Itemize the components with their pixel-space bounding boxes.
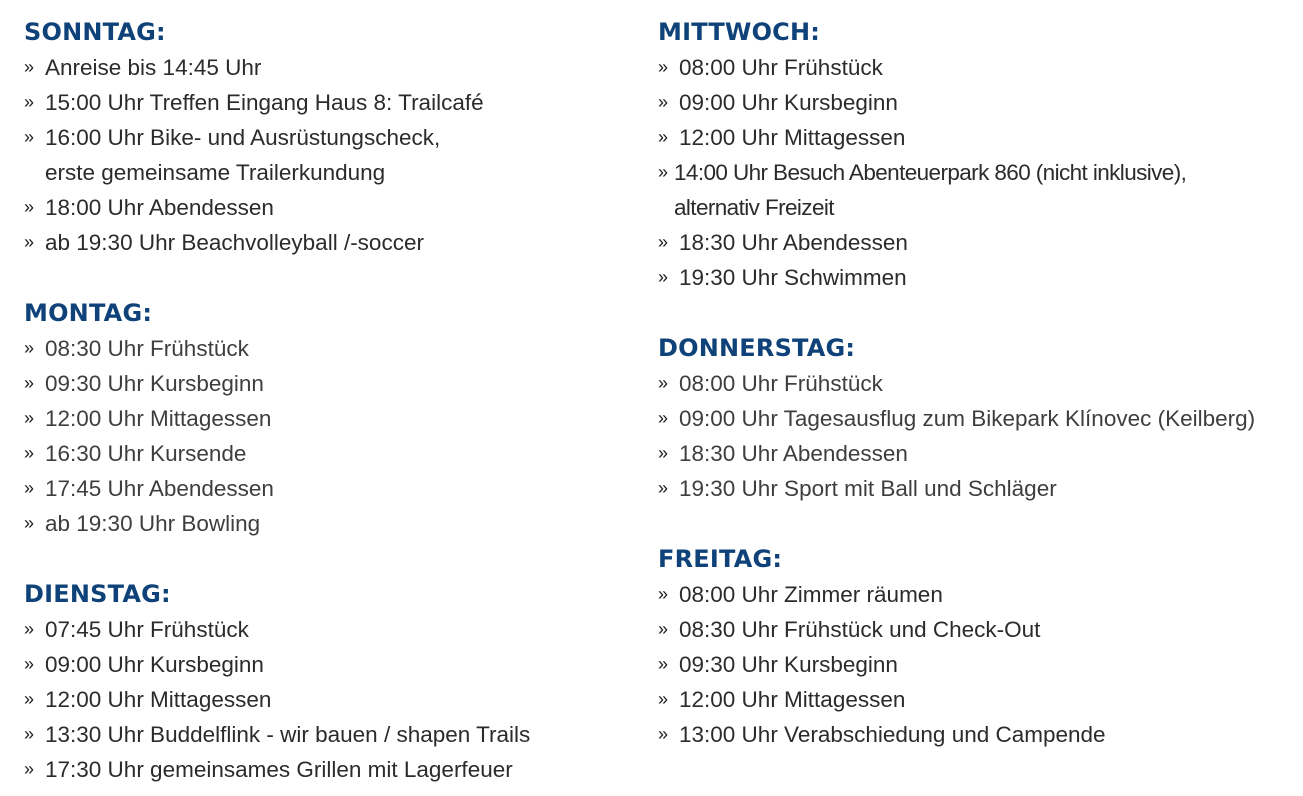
bullet-icon: » [658, 724, 669, 744]
list-item [658, 436, 1298, 471]
item-text: 18:00 Uhr Abendessen [45, 195, 274, 220]
bullet-icon: » [658, 267, 669, 287]
list-item [24, 471, 664, 506]
list-item [658, 155, 1298, 225]
item-text: 17:30 Uhr gemeinsames Grillen mit Lagerfeuer [45, 757, 513, 782]
day-dienstag [24, 576, 664, 787]
bullet-icon: » [24, 759, 35, 779]
section-gap [658, 506, 1298, 541]
item-text: 08:00 Uhr Frühstück [679, 55, 883, 80]
schedule-list [24, 612, 664, 787]
schedule-list [24, 331, 664, 541]
item-text: 09:00 Uhr Tagesausflug zum Bikepark Klínovec (Keilberg) [679, 406, 1256, 431]
bullet-icon: » [24, 57, 35, 77]
list-item [658, 85, 1298, 120]
list-item [24, 120, 664, 190]
day-donnerstag [658, 330, 1298, 506]
bullet-icon: » [658, 408, 669, 428]
bullet-icon: » [24, 197, 35, 217]
item-text: 09:00 Uhr Kursbeginn [45, 652, 264, 677]
list-item [658, 471, 1298, 506]
schedule-list [658, 366, 1298, 506]
list-item [658, 577, 1298, 612]
list-item [658, 612, 1298, 647]
list-item [24, 717, 664, 752]
day-sonntag [24, 14, 664, 260]
item-text: 12:00 Uhr Mittagessen [45, 406, 272, 431]
bullet-icon: » [658, 654, 669, 674]
item-text: 07:45 Uhr Frühstück [45, 617, 249, 642]
item-text: 13:00 Uhr Verabschiedung und Campende [679, 722, 1106, 747]
bullet-icon: » [658, 373, 669, 393]
item-text: ab 19:30 Uhr Bowling [45, 511, 261, 536]
item-text: 08:00 Uhr Zimmer räumen [679, 582, 943, 607]
item-text: 08:00 Uhr Frühstück [679, 371, 883, 396]
section-gap [24, 541, 664, 576]
item-text: 13:30 Uhr Buddelflink - wir bauen / shapen Trails [45, 722, 531, 747]
list-item [24, 436, 664, 471]
schedule-list [658, 577, 1298, 752]
list-item [658, 225, 1298, 260]
day-freitag [658, 541, 1298, 752]
item-text: 08:30 Uhr Frühstück und Check-Out [679, 617, 1041, 642]
bullet-icon: » [24, 654, 35, 674]
list-item [24, 190, 664, 225]
schedule-column-left [24, 14, 664, 787]
day-title: SONNTAG: [24, 18, 166, 46]
schedule-list [24, 50, 664, 260]
item-text: 16:30 Uhr Kursende [45, 441, 247, 466]
item-text: 09:30 Uhr Kursbeginn [679, 652, 898, 677]
bullet-icon: » [658, 443, 669, 463]
bullet-icon: » [24, 478, 35, 498]
list-item [658, 682, 1298, 717]
schedule-list [658, 50, 1298, 295]
bullet-icon: » [658, 478, 669, 498]
day-title: MITTWOCH: [658, 18, 821, 46]
list-item [24, 401, 664, 436]
bullet-icon: » [658, 57, 669, 77]
section-gap [658, 295, 1298, 330]
day-title: MONTAG: [24, 299, 153, 327]
day-title: DIENSTAG: [24, 580, 171, 608]
list-item [24, 682, 664, 717]
item-text: 17:45 Uhr Abendessen [45, 476, 274, 501]
list-item [24, 225, 664, 260]
bullet-icon: » [24, 127, 35, 147]
bullet-icon: » [658, 584, 669, 604]
schedule-column-right [658, 14, 1298, 752]
bullet-icon: » [658, 162, 668, 182]
item-text: 08:30 Uhr Frühstück [45, 336, 249, 361]
bullet-icon: » [658, 689, 669, 709]
bullet-icon: » [24, 373, 35, 393]
day-title: DONNERSTAG: [658, 334, 856, 362]
list-item [24, 506, 664, 541]
list-item [24, 85, 664, 120]
bullet-icon: » [24, 619, 35, 639]
item-text: 18:30 Uhr Abendessen [679, 230, 908, 255]
item-text: Anreise bis 14:45 Uhr [45, 55, 262, 80]
bullet-icon: » [24, 92, 35, 112]
bullet-icon: » [658, 92, 669, 112]
day-mittwoch [658, 14, 1298, 295]
list-item [24, 647, 664, 682]
item-text: 19:30 Uhr Sport mit Ball und Schläger [679, 476, 1057, 501]
list-item [658, 717, 1298, 752]
bullet-icon: » [24, 338, 35, 358]
bullet-icon: » [24, 443, 35, 463]
list-item [24, 366, 664, 401]
bullet-icon: » [24, 513, 35, 533]
item-text: 12:00 Uhr Mittagessen [679, 125, 906, 150]
list-item [658, 647, 1298, 682]
section-gap [24, 260, 664, 295]
list-item [658, 366, 1298, 401]
day-title: FREITAG: [658, 545, 783, 573]
item-text: 19:30 Uhr Schwimmen [679, 265, 907, 290]
list-item [658, 401, 1298, 436]
bullet-icon: » [658, 232, 669, 252]
list-item [24, 331, 664, 366]
list-item [658, 120, 1298, 155]
item-text: 14:00 Uhr Besuch Abenteuerpark 860 (nicht inklusive), alternativ Freizeit [674, 160, 1187, 220]
item-text: 12:00 Uhr Mittagessen [45, 687, 272, 712]
bullet-icon: » [658, 619, 669, 639]
item-text: ab 19:30 Uhr Beachvolleyball /-soccer [45, 230, 424, 255]
bullet-icon: » [24, 232, 35, 252]
bullet-icon: » [24, 724, 35, 744]
bullet-icon: » [24, 408, 35, 428]
list-item [24, 752, 664, 787]
item-text: 15:00 Uhr Treffen Eingang Haus 8: Trailcafé [45, 90, 484, 115]
bullet-icon: » [24, 689, 35, 709]
list-item [658, 50, 1298, 85]
item-text: 09:00 Uhr Kursbeginn [679, 90, 898, 115]
bullet-icon: » [658, 127, 669, 147]
day-montag [24, 295, 664, 541]
item-text: 09:30 Uhr Kursbeginn [45, 371, 264, 396]
item-text: 12:00 Uhr Mittagessen [679, 687, 906, 712]
list-item [24, 612, 664, 647]
item-text: 16:00 Uhr Bike- und Ausrüstungscheck, erste gemeinsame Trailerkundung [45, 125, 441, 185]
item-text: 18:30 Uhr Abendessen [679, 441, 908, 466]
list-item [658, 260, 1298, 295]
list-item [24, 50, 664, 85]
